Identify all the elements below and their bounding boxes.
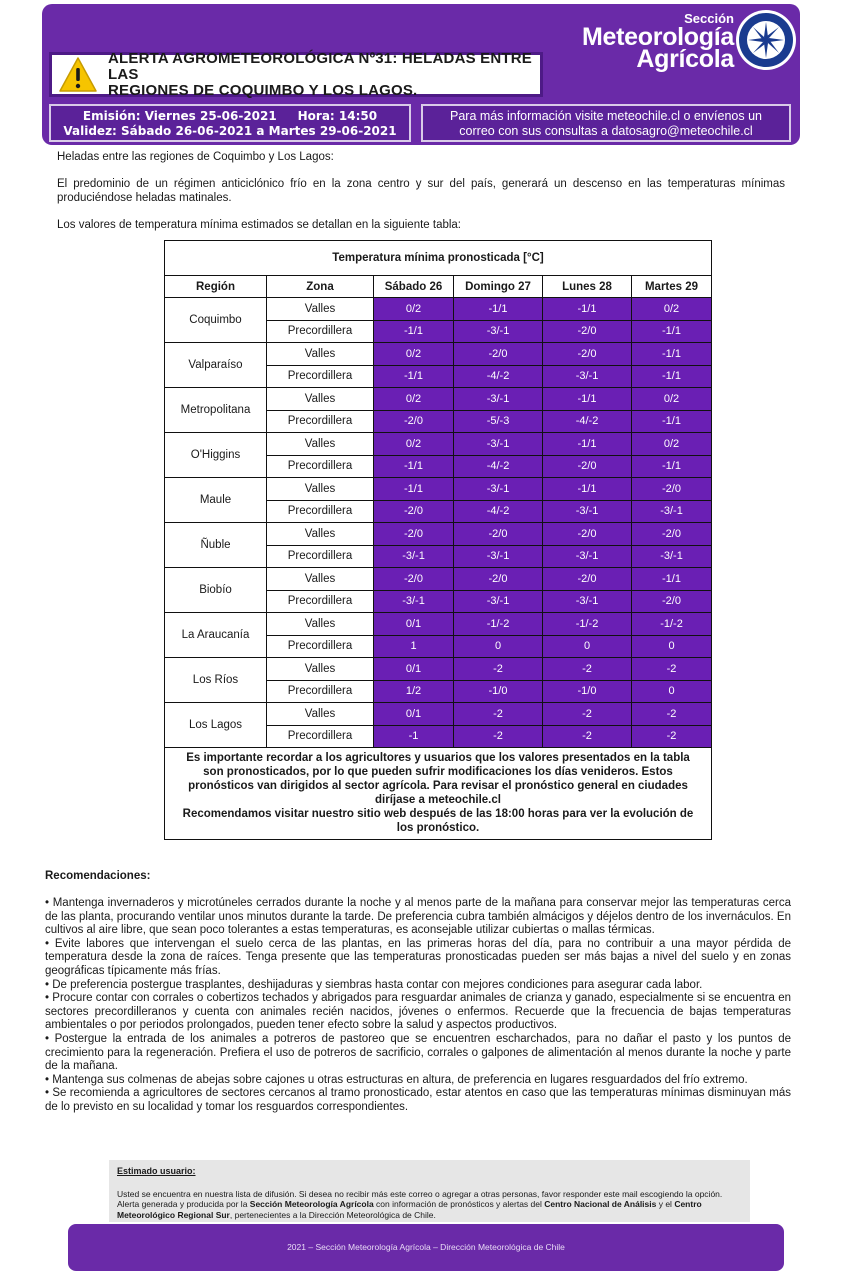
temperature-cell: -3/-1 [454,320,543,343]
temperature-cell: -1/1 [632,568,712,591]
alert-title [108,51,540,99]
temperature-cell: -3/-1 [632,500,712,523]
temperature-cell: 1/2 [374,680,454,703]
header-banner [42,4,800,145]
dmc-logo-icon [735,9,797,71]
zone-cell: Precordillera [267,500,374,523]
temperature-cell: -1/1 [632,365,712,388]
temperature-cell: -3/-1 [543,365,632,388]
table-title: Temperatura mínima pronosticada [°C] [165,241,712,276]
temperature-table [164,240,712,840]
temperature-cell: -2/0 [632,523,712,546]
temperature-cell: -2/0 [454,343,543,366]
zone-cell: Valles [267,388,374,411]
zone-cell: Valles [267,703,374,726]
temperature-cell: -2 [543,703,632,726]
brand-line: Meteorología [582,23,734,51]
temperature-cell: -1/1 [374,365,454,388]
table-row [165,433,712,456]
zone-cell: Precordillera [267,725,374,748]
recommendation-item: • Mantenga invernaderos y microtúneles cerrados durante la noche y al menos parte de la mañana para conservar mejor las temperaturas cerca de las planta, procurando ventilar unos minutos durante la tarde. De preferencia cubra también almácigos y déjelos dentro de los invernáculos. En cultivos al aire libre, que sean poco tolerantes a estas temperaturas, es aconsejable utilizar cubiertas o mallas térmicas. [45,897,791,937]
region-cell: Ñuble [165,523,267,568]
temperature-cell: -3/-1 [543,545,632,568]
table-note-line: Es importante recordar a los agricultores y usuarios que los valores presentados en la tabla [186,752,690,764]
column-header: Zona [267,276,374,298]
temperature-cell: -1/-2 [543,613,632,636]
temperature-cell: -2/0 [543,568,632,591]
validity-date: Validez: Sábado 26-06-2021 a Martes 29-06-2021 [63,124,397,138]
zone-cell: Precordillera [267,590,374,613]
temperature-cell: 0 [632,635,712,658]
temperature-cell: -2 [543,658,632,681]
temperature-cell: -1/0 [543,680,632,703]
notice-title: Estimado usuario: [117,1166,196,1176]
temperature-cell: -1 [374,725,454,748]
temperature-cell: 0 [454,635,543,658]
temperature-cell: -2/0 [543,523,632,546]
temperature-cell: -3/-1 [454,545,543,568]
brand-line: Sección [684,11,734,26]
region-cell: Los Lagos [165,703,267,748]
table-note-row [165,748,712,840]
table-note-line: Recomendamos visitar nuestro sitio web después de las 18:00 horas para ver la evolución de [182,808,694,820]
notice-text: y el [656,1199,675,1209]
notice-bold: Centro Nacional de Análisis [544,1199,657,1209]
temperature-cell: -2/0 [374,523,454,546]
info-box [421,104,791,142]
zone-cell: Precordillera [267,410,374,433]
zone-cell: Valles [267,658,374,681]
temperature-cell: -1/1 [543,298,632,321]
recommendation-item: • Se recomienda a agricultores de sectores cercanos al tramo pronosticado, estar atentos en caso que las temperaturas mínimas disminuyan más de lo previsto en su localidad y tomar los resguardos correspondientes. [45,1087,791,1113]
zone-cell: Precordillera [267,455,374,478]
zone-cell: Precordillera [267,635,374,658]
temperature-cell: 0/2 [632,388,712,411]
recommendations-title: Recomendaciones: [45,870,151,882]
table-note-line: pronósticos van dirigidos al sector agrícola. Para revisar el pronóstico general en ciudades [188,780,688,792]
alert-title-line: REGIONES DE COQUIMBO Y LOS LAGOS. [108,81,418,99]
temperature-cell: -1/1 [632,455,712,478]
zone-cell: Precordillera [267,680,374,703]
temperature-cell: -2/0 [374,500,454,523]
temperature-cell: -3/-1 [632,545,712,568]
temperature-cell: -3/-1 [374,590,454,613]
temperature-cell: -2 [632,703,712,726]
temperature-cell: -1/1 [632,343,712,366]
temperature-cell: -1/1 [543,388,632,411]
temperature-cell: 0/2 [632,433,712,456]
column-header: Domingo 27 [454,276,543,298]
temperature-cell: -3/-1 [454,388,543,411]
temperature-cell: -1/-2 [632,613,712,636]
temperature-cell: -1/0 [454,680,543,703]
temperature-cell: -4/-2 [454,500,543,523]
table-row [165,523,712,546]
temperature-cell: -5/-3 [454,410,543,433]
temperature-cell: -1/1 [374,320,454,343]
temperature-cell: -2 [454,725,543,748]
column-header: Sábado 26 [374,276,454,298]
column-header: Martes 29 [632,276,712,298]
table-row [165,298,712,321]
notice-text: Usted se encuentra en nuestra lista de difusión. Si desea no recibir más este correo o agregar a otras personas, favor responder este mail escogiendo la opción. Alerta generada y producida por la [117,1188,723,1209]
temperature-cell: 0 [632,680,712,703]
temperature-cell: -3/-1 [454,433,543,456]
temperature-cell: -2 [632,658,712,681]
temperature-cell: -3/-1 [454,478,543,501]
temperature-cell: -3/-1 [454,590,543,613]
temperature-cell: 0/2 [374,343,454,366]
temperature-cell: -1/1 [454,298,543,321]
temperature-cell: -2 [454,703,543,726]
table-row [165,703,712,726]
temperature-cell: -2/0 [454,523,543,546]
table-note-line: los pronóstico. [396,822,480,834]
notice-bold: Centro Meteorológico Regional Sur [117,1199,702,1220]
temperature-cell: -1/1 [632,410,712,433]
emission-date: Emisión: Viernes 25-06-2021 Hora: 14:50 [82,109,378,123]
table-note-line: son pronosticados, por lo que pueden sufrir modificaciones los días venideros. Estos [203,766,673,778]
zone-cell: Valles [267,568,374,591]
region-cell: Biobío [165,568,267,613]
zone-cell: Valles [267,343,374,366]
emission-box [49,104,411,142]
temperature-cell: 0/2 [632,298,712,321]
table-row [165,343,712,366]
region-cell: Los Ríos [165,658,267,703]
alert-title-line: ALERTA AGROMETEOROLÓGICA Nº31: HELADAS ENTRE LAS [108,49,533,83]
temperature-cell: 0/2 [374,388,454,411]
temperature-cell: -1/1 [543,478,632,501]
temperature-cell: -4/-2 [454,455,543,478]
zone-cell: Precordillera [267,365,374,388]
temperature-cell: -2/0 [632,590,712,613]
zone-cell: Valles [267,298,374,321]
notice-text: , pertenecientes a la Dirección Meteorológica de Chile. [229,1209,436,1220]
column-header: Región [165,276,267,298]
temperature-cell: -1/1 [374,478,454,501]
temperature-cell: -2 [543,725,632,748]
recommendation-item: • De preferencia postergue trasplantes, deshijaduras y siembras hasta contar con mejores condiciones para asegurar cada labor. [45,978,703,991]
zone-cell: Precordillera [267,545,374,568]
temperature-cell: -1/1 [632,320,712,343]
region-cell: Metropolitana [165,388,267,433]
recommendation-item: • Evite labores que intervengan el suelo cerca de las plantas, en las primeras horas del día, para no contribuir a una mayor pérdida de temperatura desde la zona de raíces. Tenga presente que las temperaturas pronosticadas pueden ser más bajas a nivel del suelo y en zonas geográficas típicamente más frías. [45,937,791,977]
notice-text: con información de pronósticos y alertas del [373,1199,545,1209]
temperature-cell: -3/-1 [374,545,454,568]
zone-cell: Precordillera [267,320,374,343]
temperature-cell: 0/2 [374,433,454,456]
recommendation-item: • Postergue la entrada de los animales a potreros de pastoreo que se encuentren escharchados, para no dañar el pasto y los puntos de crecimiento para la regeneración. Prefiera el uso de potreros de sacrificio, corrales o galpones de alimentación al menos durante la noche y parte de la mañana. [45,1032,791,1073]
region-cell: Valparaíso [165,343,267,388]
region-cell: Maule [165,478,267,523]
zone-cell: Valles [267,523,374,546]
temperature-cell: -1/-2 [454,613,543,636]
temperature-cell: -1/1 [374,455,454,478]
table-row [165,478,712,501]
temperature-cell: -4/-2 [543,410,632,433]
temperature-cell: 0/1 [374,658,454,681]
zone-cell: Valles [267,613,374,636]
region-cell: La Araucanía [165,613,267,658]
temperature-cell: -4/-2 [454,365,543,388]
section-heading: Heladas entre las regiones de Coquimbo y Los Lagos: [57,151,334,163]
table-row [165,613,712,636]
table-note [165,748,712,840]
temperature-cell: -2/0 [543,455,632,478]
temperature-cell: 0/1 [374,703,454,726]
recommendation-item: • Procure contar con corrales o cobertizos techados y abrigados para resguardar animales de crianza y ganado, especialmente si se encuentra en sectores precordilleranos y cuenta con animales recién nacidos, jóvenes o enfermos. Recuerde que la frecuencia de bajas temperaturas ambientales o por periodos prolongados, pueden tener efecto sobre la salud y aspectos productivos. [45,992,791,1032]
zone-cell: Valles [267,478,374,501]
recommendations-list [45,897,791,1115]
table-intro: Los valores de temperatura mínima estimados se detallan en la siguiente tabla: [57,219,462,231]
region-cell: O'Higgins [165,433,267,478]
temperature-cell: -2/0 [374,410,454,433]
notice-bold: Sección Meteorología Agrícola [249,1199,374,1209]
temperature-cell: -2 [454,658,543,681]
temperature-cell: -2/0 [454,568,543,591]
info-line: Para más información visite meteochile.cl o envíenos un [450,109,762,123]
intro-paragraph: El predominio de un régimen anticiclónico frío en la zona centro y sur del país, generará un descenso en las temperaturas mínimas produciéndose heladas matinales. [57,178,785,204]
temperature-cell: -2/0 [374,568,454,591]
recommendation-item: • Mantenga sus colmenas de abejas sobre cajones u otras estructuras en altura, de preferencia en lugares resguardados del frío extremo. [45,1073,748,1086]
brand-line: Agrícola [636,45,734,73]
region-cell: Coquimbo [165,298,267,343]
temperature-cell: 0 [543,635,632,658]
info-line: correo con sus consultas a datosagro@meteochile.cl [459,124,753,138]
alert-title-box [49,49,543,99]
temperature-cell: -2/0 [632,478,712,501]
temperature-cell: 0/1 [374,613,454,636]
table-row [165,658,712,681]
temperature-cell: 0/2 [374,298,454,321]
temperature-cell: -3/-1 [543,590,632,613]
temperature-cell: -1/1 [543,433,632,456]
brand-name [570,11,734,73]
table-note-line: diríjase a meteochile.cl [375,794,501,806]
zone-cell: Valles [267,433,374,456]
temperature-cell: -2/0 [543,343,632,366]
temperature-cell: -3/-1 [543,500,632,523]
temperature-cell: -2/0 [543,320,632,343]
temperature-cell: -2 [632,725,712,748]
table-row [165,388,712,411]
footer: 2021 – Sección Meteorología Agrícola – Dirección Meteorológica de Chile [68,1224,784,1271]
column-header: Lunes 28 [543,276,632,298]
table-row [165,568,712,591]
temperature-cell: 1 [374,635,454,658]
warning-icon [58,56,98,94]
user-notice [109,1160,750,1222]
